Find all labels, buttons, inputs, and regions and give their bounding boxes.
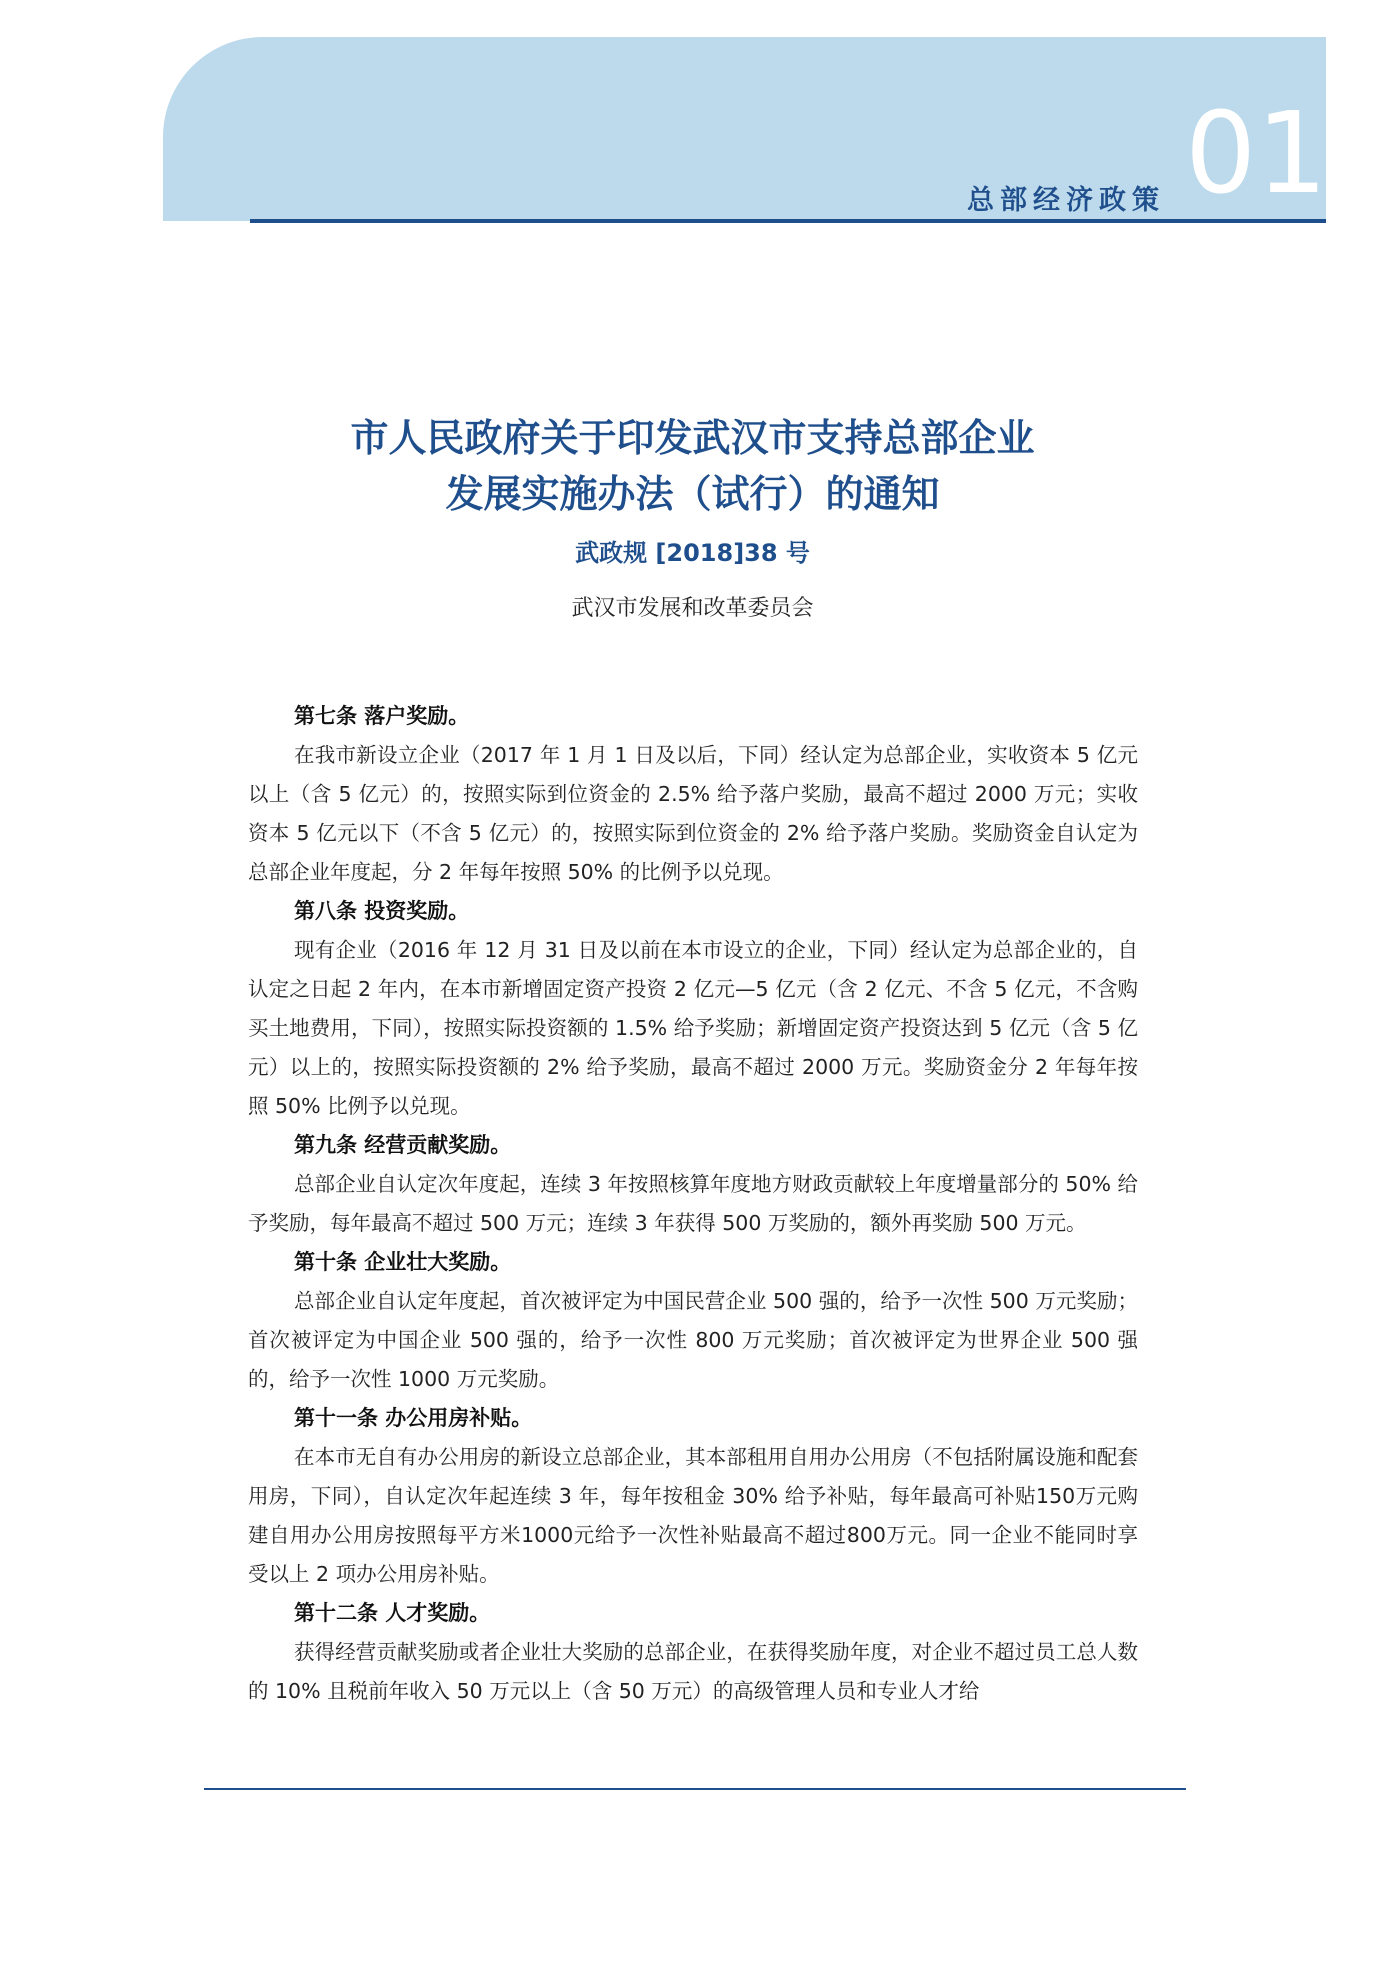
- article-body: 在本市无自有办公用房的新设立总部企业，其本部租用自用办公用房（不包括附属设施和配套用房，下同），自认定次年起连续 3 年，每年按租金 30% 给予补贴，每年最高可补贴150万元购建自用办公用房按照每平方米1000元给予一次性补贴最高不超过800万元。同一企业不能同时享受以上 2 项办公用房补贴。: [248, 1445, 1138, 1586]
- article-body: 现有企业（2016 年 12 月 31 日及以前在本市设立的企业，下同）经认定为总部企业的，自认定之日起 2 年内，在本市新增固定资产投资 2 亿元—5 亿元（含 2 亿元、不含 5 亿元，不含购买土地费用，下同），按照实际投资额的 1.5% 给予奖励；新增固定资产投资达到 5 亿元（含 5 亿元）以上的，按照实际投资额的 2% 给予奖励，最高不超过 2000 万元。奖励资金分 2 年每年按照 50% 比例予以兑现。: [248, 938, 1138, 1118]
- section-number: 01: [1185, 89, 1328, 219]
- issuing-authority: 武汉市发展和改革委员会: [571, 596, 814, 621]
- article-heading: 第八条 投资奖励。: [294, 899, 470, 923]
- article-heading: 第九条 经营贡献奖励。: [294, 1133, 512, 1157]
- article: [248, 697, 1138, 892]
- document-number: 武政规 [2018]38 号: [575, 539, 810, 567]
- article: [248, 1126, 1138, 1243]
- article-heading: 第十一条 办公用房补贴。: [294, 1406, 533, 1430]
- article-body: 获得经营贡献奖励或者企业壮大奖励的总部企业，在获得奖励年度，对企业不超过员工总人数的 10% 且税前年收入 50 万元以上（含 50 万元）的高级管理人员和专业人才给: [248, 1640, 1138, 1703]
- articles-section: [248, 697, 1138, 1711]
- footer-divider: [204, 1788, 1186, 1790]
- article-body: 总部企业自认定年度起，首次被评定为中国民营企业 500 强的，给予一次性 500 万元奖励；首次被评定为中国企业 500 强的，给予一次性 800 万元奖励；首次被评定为世界企业 500 强的，给予一次性 1000 万元奖励。: [248, 1289, 1138, 1391]
- article-heading: 第七条 落户奖励。: [294, 704, 470, 728]
- document-title-block: [0, 410, 1385, 624]
- article: [248, 1399, 1138, 1594]
- document-title-line-1: 市人民政府关于印发武汉市支持总部企业: [350, 416, 1035, 460]
- article-body: 总部企业自认定次年度起，连续 3 年按照核算年度地方财政贡献较上年度增量部分的 50% 给予奖励，每年最高不超过 500 万元；连续 3 年获得 500 万奖励的，额外再奖励 500 万元。: [248, 1172, 1138, 1235]
- article-body: 在我市新设立企业（2017 年 1 月 1 日及以后，下同）经认定为总部企业，实收资本 5 亿元以上（含 5 亿元）的，按照实际到位资金的 2.5% 给予落户奖励，最高不超过 2000 万元；实收资本 5 亿元以下（不含 5 亿元）的，按照实际到位资金的 2% 给予落户奖励。奖励资金自认定为总部企业年度起，分 2 年每年按照 50% 的比例予以兑现。: [248, 743, 1138, 884]
- article: [248, 1243, 1138, 1399]
- section-label: 总部经济政策: [967, 185, 1165, 216]
- article-heading: 第十条 企业壮大奖励。: [294, 1250, 512, 1274]
- header-divider: [250, 219, 1326, 223]
- article: [248, 1594, 1138, 1711]
- article-heading: 第十二条 人才奖励。: [294, 1601, 491, 1625]
- document-title-line-2: 发展实施办法（试行）的通知: [445, 472, 940, 516]
- article: [248, 892, 1138, 1126]
